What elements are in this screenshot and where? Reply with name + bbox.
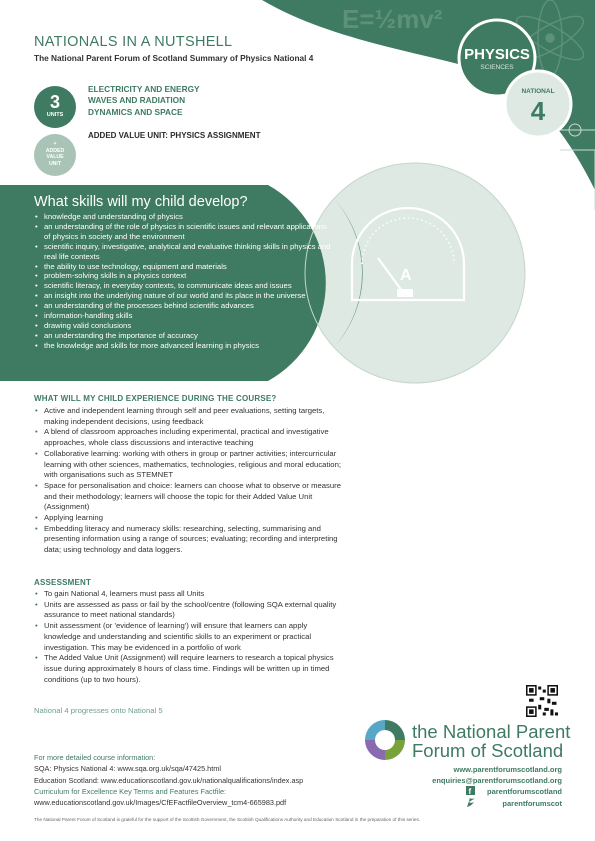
skills-heading: What skills will my child develop? [34, 194, 248, 210]
cfe-title: Curriculum for Excellence Key Terms and Features Factfile: [34, 786, 227, 796]
experience-item: • Collaborative learning: working with others in group or partner activities; intercurricular learning with other sciences, mathematics, technologies, religious and moral education; with organisations such as STEMNET [34, 449, 344, 481]
info-heading: For more detailed course information: [34, 753, 156, 762]
forum-logo-icon [365, 720, 405, 760]
unit-list [88, 84, 200, 118]
unit-item: ELECTRICITY AND ENERGY [88, 84, 200, 94]
sqa-link[interactable]: SQA: Physics National 4: www.sqa.org.uk/sqa/47425.html [34, 764, 221, 774]
category-label: SCIENCES [480, 64, 514, 71]
level-number: 4 [530, 96, 546, 126]
experience-list [34, 406, 344, 556]
venn-circle-right [305, 163, 525, 383]
formula-text: E=½mv² [342, 4, 443, 34]
skill-item: • scientific inquiry, investigative, analytical and evaluative thinking skills in physics and real life contexts [34, 242, 334, 262]
course-info [34, 752, 303, 808]
units-count-label: UNITS [46, 112, 64, 118]
twitter-link[interactable]: parentforumscot [502, 798, 562, 808]
experience-item: • Embedding literacy and numeracy skills: researching, selecting, summarising and presenting information using a range of sources; evaluating; recording and interpreting data; using technology and data loggers. [34, 524, 344, 556]
skill-item: • an understanding the importance of accuracy [34, 331, 334, 341]
skill-item: • an understanding of the role of physics in scientific issues and relevant applications of physics in society and the environment [34, 222, 334, 242]
units-badge [34, 86, 76, 128]
added-value-badge-line: + [53, 141, 57, 147]
assessment-list [34, 589, 344, 685]
qr-code [526, 685, 558, 717]
email-link[interactable]: enquiries@parentforumscotland.org [432, 776, 562, 786]
assessment-item: • Units are assessed as pass or fail by the school/centre (following SQA external quality assurance to meet national standards) [34, 600, 344, 621]
assessment-item: • The Added Value Unit (Assignment) will require learners to research a topical physics issue during approximately 8 hours of class time. Findings will be written up in timed conditions (up to two hours). [34, 653, 344, 685]
added-value-badge-line: ADDED [45, 147, 65, 154]
footer-acknowledgement: The National Parent Forum of Scotland is grateful for the support of the Scottish Government, the Scottish Qualifications Authority and Education Scotland in the preparation of this series. [34, 817, 421, 822]
page-subtitle: The National Parent Forum of Scotland Summary of Physics National 4 [34, 53, 314, 63]
subject-label: PHYSICS [464, 46, 530, 63]
progression-note: National 4 progresses onto National 5 [34, 706, 163, 715]
education-scotland-link[interactable]: Education Scotland: www.educationscotland.gov.uk/nationalqualifications/index.asp [34, 775, 304, 785]
skill-item: • drawing valid conclusions [34, 321, 334, 331]
skill-item: • the ability to use technology, equipment and materials [34, 262, 334, 272]
skill-item: • an insight into the underlying nature of our world and its place in the universe [34, 291, 334, 301]
added-value-badge [34, 134, 76, 176]
skill-item: • knowledge and understanding of physics [34, 212, 334, 222]
facebook-link[interactable]: parentforumscotland [486, 787, 562, 797]
level-label: NATIONAL [521, 88, 555, 95]
added-value-badge-line: UNIT [48, 160, 62, 167]
website-link[interactable]: www.parentforumscotland.org [453, 765, 562, 774]
assessment-item: • To gain National 4, learners must pass all Units [34, 589, 344, 600]
added-value-label: ADDED VALUE UNIT: PHYSICS ASSIGNMENT [88, 131, 261, 140]
contact-block [380, 764, 562, 809]
cfe-link[interactable]: www.educationscotland.gov.uk/Images/CfEFactfileOverview_tcm4-665983.pdf [34, 798, 287, 808]
skill-item: • information-handling skills [34, 311, 334, 321]
assessment-heading: ASSESSMENT [34, 578, 92, 587]
svg-text:f: f [468, 786, 472, 796]
units-count: 3 [49, 92, 60, 112]
unit-item: DYNAMICS AND SPACE [88, 106, 183, 117]
added-value-badge-line: VALUE [46, 154, 64, 160]
experience-item: • A blend of classroom approaches including experimental, practical and investigative approaches, whole class discussions and interactive teaching [34, 427, 344, 448]
org-name-line1: the National Parent [412, 721, 571, 742]
skill-item: • the knowledge and skills for more advanced learning in physics [34, 341, 334, 351]
skill-item: • scientific literacy, in everyday contexts, to communicate ideas and issues [34, 281, 334, 291]
page-title: NATIONALS IN A NUTSHELL [34, 34, 233, 50]
org-name-line2: Forum of Scotland [412, 740, 564, 761]
experience-item: • Space for personalisation and choice: learners can choose what to observe or measure and their methodology; learners will choose the topic for their Added Value Unit (Assignment) [34, 481, 344, 513]
experience-item: • Active and independent learning through self and peer evaluations, setting targets, making independent decisions, using feedback [34, 406, 344, 427]
assessment-item: • Unit assessment (or 'evidence of learning') will ensure that learners can apply knowledge and understanding and scientific skills to an experiment or practical investigation. This may be evidenced in a portfolio of work [34, 621, 344, 653]
skills-list [34, 212, 334, 351]
experience-item: • Applying learning [34, 513, 344, 524]
ammeter-letter: A [400, 267, 412, 284]
unit-item: WAVES AND RADIATION [88, 95, 186, 106]
skill-item: • an understanding of the processes behind scientific advances [34, 301, 334, 311]
experience-heading: WHAT WILL MY CHILD EXPERIENCE DURING THE COURSE? [34, 394, 277, 403]
skill-item: • problem-solving skills in a physics context [34, 271, 334, 281]
